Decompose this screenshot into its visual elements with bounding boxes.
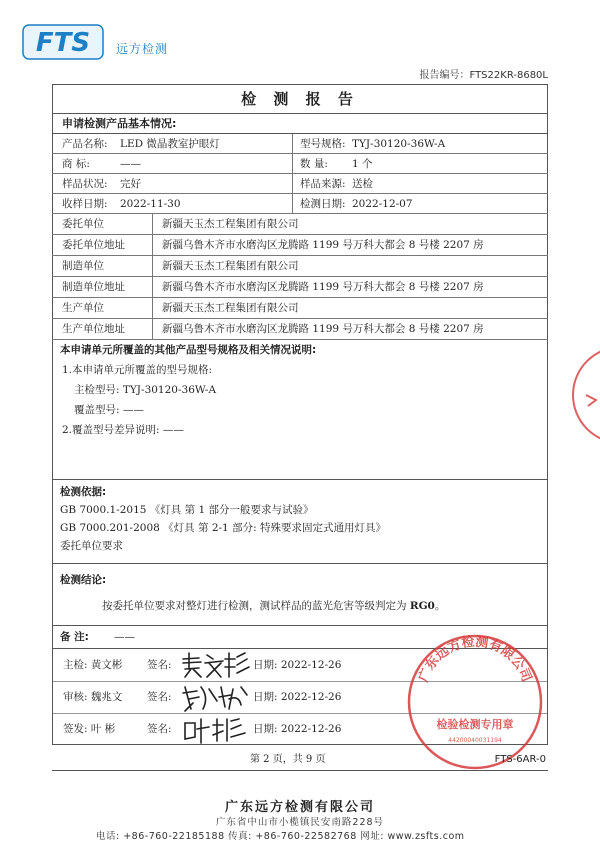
manufacturer-value: 新疆天玉杰工程集团有限公司	[162, 260, 299, 272]
basis-line1: GB 7000.1-2015 《灯具 第 1 部分一般要求与试验》	[60, 504, 314, 516]
test-date-label: 检测日期:	[300, 198, 346, 210]
issuer-date: 日期: 2022-12-26	[253, 723, 342, 735]
trademark-value: ——	[120, 158, 141, 170]
source-label: 样品来源:	[300, 178, 346, 190]
coverage-section	[52, 340, 548, 480]
received-date-label: 收样日期:	[62, 198, 108, 210]
svg-text:广东远方检测有限公司	[415, 634, 534, 685]
model-label: 型号规格:	[300, 138, 346, 150]
basis-line3: 委托单位要求	[60, 540, 123, 552]
parties-table	[52, 214, 548, 340]
issuer-sign-label: 签名:	[147, 723, 172, 735]
product-name-label: 产品名称:	[62, 138, 108, 150]
client-value: 新疆天玉杰工程集团有限公司	[162, 218, 299, 230]
blue-light-grade: RG0	[409, 600, 435, 612]
reviewer: 审核: 魏兆文	[63, 691, 123, 703]
conclusion-section	[52, 564, 548, 626]
conclusion-heading: 检测结论:	[60, 574, 107, 586]
model-value: TYJ-30120-36W-A	[352, 138, 446, 150]
source-value: 送检	[352, 178, 373, 190]
coverage-item2: 2.覆盖型号差异说明: ——	[62, 424, 184, 436]
producer-value: 新疆天玉杰工程集团有限公司	[162, 302, 299, 314]
producer-label: 生产单位	[62, 302, 104, 314]
page-number: 第 2 页，共 9 页	[250, 754, 326, 765]
condition-value: 完好	[120, 178, 141, 190]
received-date-value: 2022-11-30	[120, 198, 181, 210]
basic-info-table	[52, 134, 548, 214]
inspector: 主检: 黄文彬	[63, 659, 123, 671]
report-title: 检 测 报 告	[52, 84, 548, 114]
footer-address: 广东省中山市小榄镇民安南路228号	[215, 817, 385, 828]
producer-address-label: 生产单位地址	[62, 323, 125, 335]
client-address-value: 新疆乌鲁木齐市水磨沟区龙腾路 1199 号万科大都会 8 号楼 2207 房	[162, 239, 484, 251]
manufacturer-label: 制造单位	[62, 260, 104, 272]
footer-divider	[52, 770, 548, 771]
client-label: 委托单位	[62, 218, 104, 230]
signature-wei	[179, 681, 251, 713]
manufacturer-address-value: 新疆乌鲁木齐市水磨沟区龙腾路 1199 号万科大都会 8 号楼 2207 房	[162, 281, 484, 293]
basis-section	[52, 480, 548, 564]
company-short-name: 远方检测	[116, 42, 169, 56]
remarks-value: ——	[114, 631, 135, 643]
main-model: 主检型号: TYJ-30120-36W-A	[74, 384, 217, 396]
coverage-heading: 本申请单元所覆盖的其他产品型号规格及相关情况说明:	[60, 344, 317, 356]
footer-contact: 电话: +86-760-22185188 传真: +86-760-22582768 网址: www.zsfts.com	[96, 831, 465, 842]
manufacturer-address-label: 制造单位地址	[62, 281, 125, 293]
report-number: 报告编号：FTS22KR-8680L	[419, 70, 548, 81]
covered-model: 覆盖型号: ——	[74, 404, 144, 416]
signature-huang	[179, 649, 251, 681]
trademark-label: 商 标:	[62, 158, 90, 170]
reviewer-sign-label: 签名:	[147, 691, 172, 703]
svg-text:FTS: FTS	[35, 28, 91, 58]
seal-ring-text: 广东远方检测有限公司	[416, 634, 534, 685]
basis-line2: GB 7000.201-2008 《灯具 第 2-1 部分: 特殊要求固定式通用灯具》	[60, 522, 386, 534]
issuer: 签发: 叶 彬	[63, 723, 116, 735]
test-date-value: 2022-12-07	[352, 198, 413, 210]
quantity-value: 1 个	[352, 158, 373, 170]
condition-label: 样品状况:	[62, 178, 108, 190]
footer-company: 广东远方检测有限公司	[224, 800, 375, 815]
conclusion-text: 按委托单位要求对整灯进行检测，测试样品的蓝光危害等级判定为 RG0。	[102, 600, 446, 612]
client-address-label: 委托单位地址	[62, 239, 125, 251]
seal-number: 44200040031194	[448, 737, 502, 744]
signature-ye	[179, 713, 251, 745]
coverage-item1: 1.本申请单元所覆盖的型号规格:	[62, 364, 213, 376]
seal-center-text: 检验检测专用章	[436, 718, 514, 731]
reviewer-date: 日期: 2022-12-26	[253, 691, 342, 703]
quantity-label: 数 量:	[300, 158, 328, 170]
form-number: FTS-6AR-0	[494, 754, 546, 765]
basic-info-heading: 申请检测产品基本情况:	[52, 114, 548, 134]
inspector-date: 日期: 2022-12-26	[253, 659, 342, 671]
side-seal	[566, 340, 600, 450]
producer-address-value: 新疆乌鲁木齐市水磨沟区龙腾路 1199 号万科大都会 8 号楼 2207 房	[162, 323, 484, 335]
fts-logo	[22, 24, 104, 60]
product-name-value: LED 微晶教室护眼灯	[120, 138, 220, 150]
basis-heading: 检测依据:	[60, 486, 107, 498]
remarks-label: 备 注:	[60, 631, 89, 643]
inspector-sign-label: 签名:	[147, 659, 172, 671]
